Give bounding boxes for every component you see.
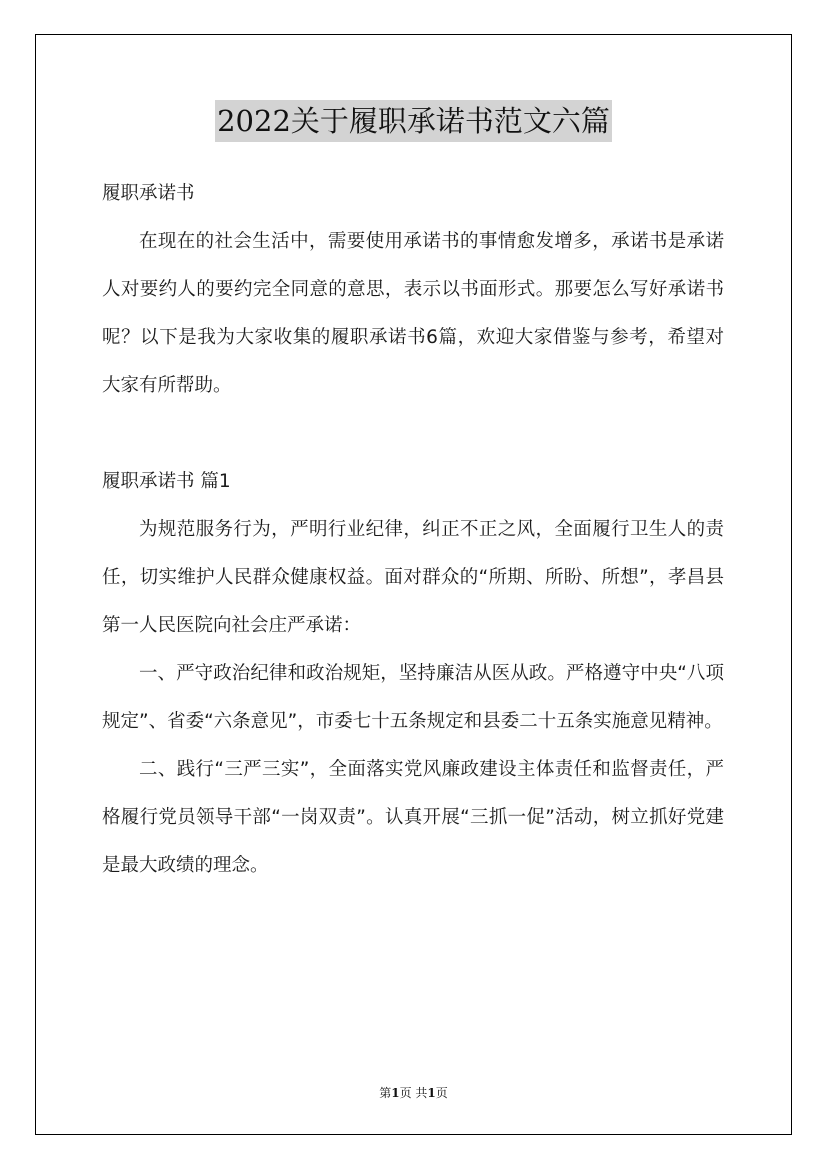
section-heading: 履职承诺书 篇1: [102, 471, 231, 492]
title-container: [0, 100, 827, 142]
footer-page-total: 1: [427, 1086, 436, 1100]
footer-page-current: 1: [391, 1086, 400, 1100]
section-heading: 履职承诺书: [102, 183, 195, 204]
footer-prefix: 第: [379, 1086, 392, 1100]
footer-mid: 页 共: [399, 1086, 428, 1100]
document-title: 2022关于履职承诺书范文六篇: [215, 100, 612, 142]
body-paragraph: 为规范服务行为，严明行业纪律，纠正不正之风，全面履行卫生人的责任，切实维护人民群众健康权益。面对群众的“所期、所盼、所想”，孝昌县第一人民医院向社会庄严承诺：: [102, 519, 724, 636]
page-footer: [0, 1084, 827, 1101]
body-paragraph: 一、严守政治纪律和政治规矩，坚持廉洁从医从政。严格遵守中央“八项规定”、省委“六条意见”，市委七十五条规定和县委二十五条实施意见精神。: [102, 663, 724, 732]
body-paragraph: 二、践行“三严三实”，全面落实党风廉政建设主体责任和监督责任，严格履行党员领导干部“一岗双责”。认真开展“三抓一促”活动，树立抓好党建是最大政绩的理念。: [102, 759, 724, 876]
document-body: [102, 170, 724, 890]
footer-suffix: 页: [435, 1086, 448, 1100]
body-paragraph: 在现在的社会生活中，需要使用承诺书的事情愈发增多，承诺书是承诺人对要约人的要约完全同意的意思，表示以书面形式。那要怎么写好承诺书呢？以下是我为大家收集的履职承诺书6篇，欢迎大家借鉴与参考，希望对大家有所帮助。: [102, 231, 724, 396]
paragraph-gap: [102, 410, 724, 458]
